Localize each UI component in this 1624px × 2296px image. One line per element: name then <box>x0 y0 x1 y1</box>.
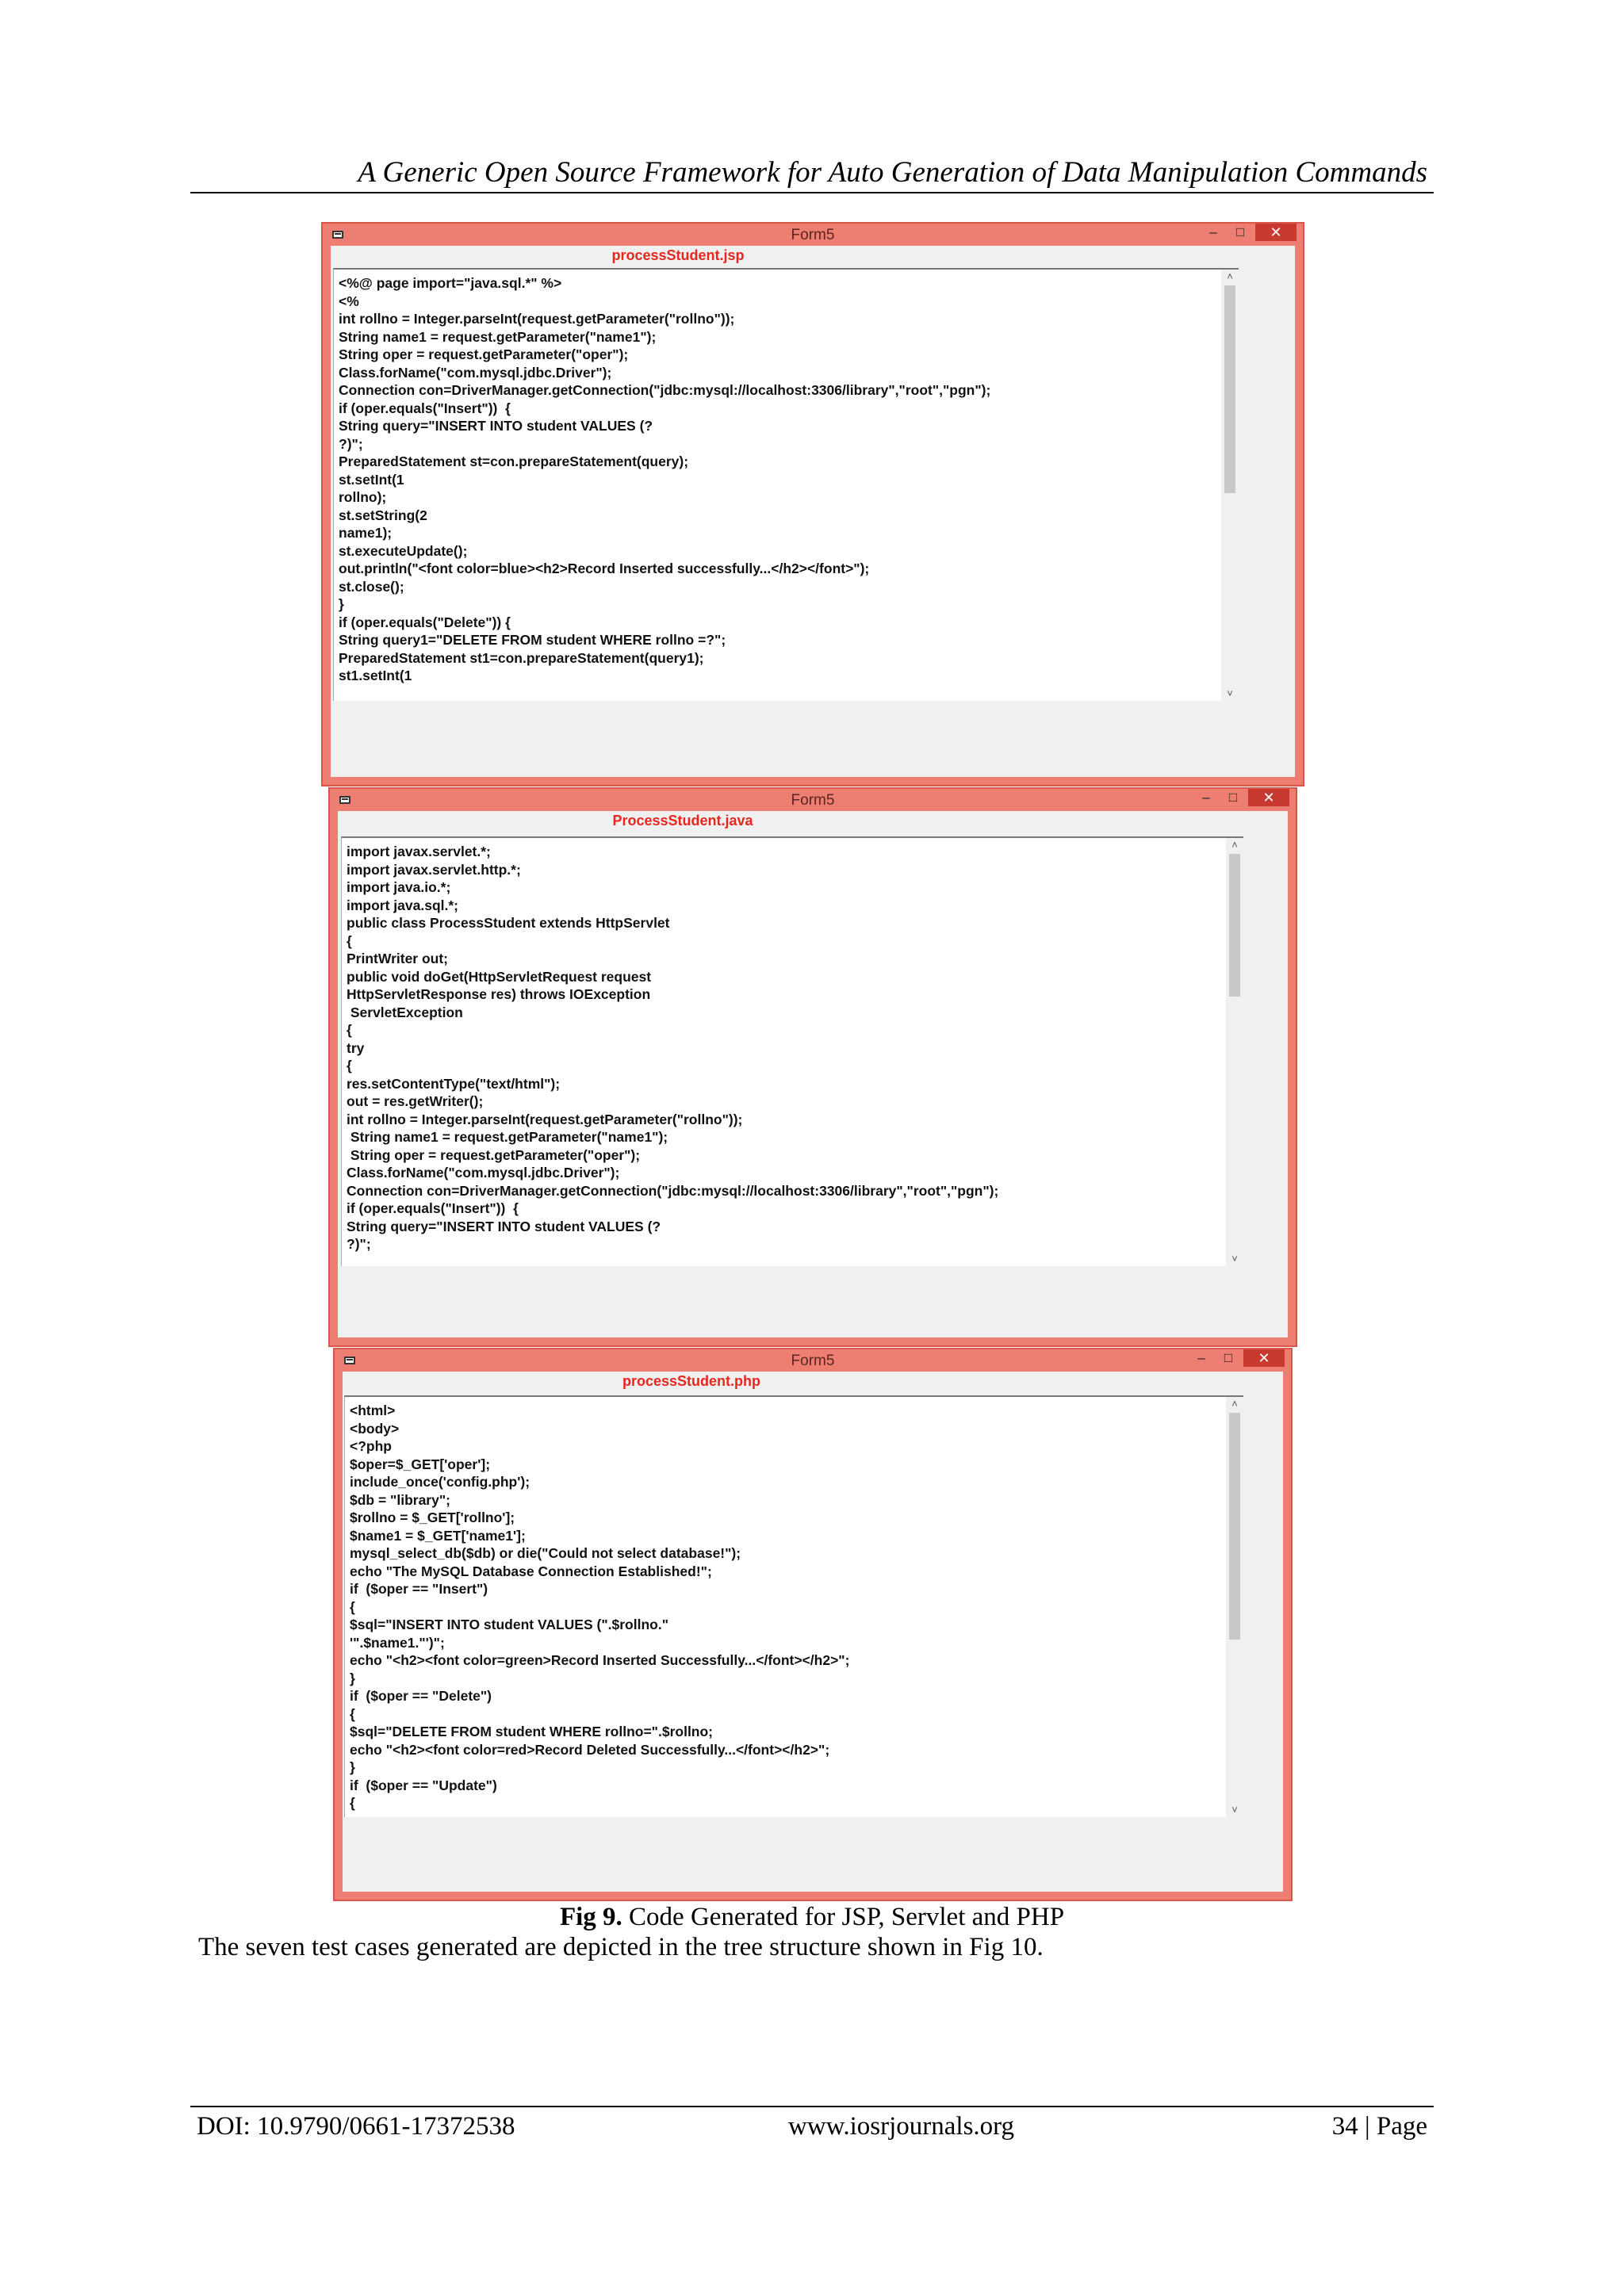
figure-caption-text: Code Generated for JSP, Servlet and PHP <box>622 1903 1065 1931</box>
form-client-area <box>343 1372 1283 1892</box>
vertical-scrollbar[interactable] <box>1226 1397 1243 1817</box>
scroll-down-arrow-icon[interactable]: ˅ <box>1231 1253 1238 1265</box>
form-window-servlet[interactable] <box>328 787 1297 1347</box>
maximize-button[interactable]: □ <box>1235 224 1245 239</box>
title-bar[interactable] <box>330 789 1296 811</box>
file-name-label: processStudent.php <box>622 1373 760 1389</box>
window-title: Form5 <box>791 792 835 809</box>
figure-caption <box>0 1903 1624 1932</box>
scroll-down-arrow-icon[interactable]: ˅ <box>1227 687 1233 699</box>
vertical-scrollbar[interactable] <box>1226 838 1243 1266</box>
figure-label: Fig 9. <box>559 1903 622 1931</box>
close-button[interactable]: ✕ <box>1243 1349 1285 1367</box>
footer-page-number: 34 | Page <box>1331 2112 1427 2141</box>
footer-doi: DOI: 10.9790/0661-17372538 <box>197 2112 515 2141</box>
footer-rule <box>190 2106 1434 2107</box>
code-text[interactable]: <html> <body> <?php $oper=$_GET['oper']; include_once('config.php'); $db = "library"; $rollno = $_GET['rollno']; $name1 = $_GET['name1']; mysql_select_db($db) or die("Could not select database!"); echo "The MySQL Database Connection Established!"; if ($oper == "Insert") { $sql="INSERT INTO student VALUES (".$rollno." '".$name1."')"; echo "<h2><font color=green>Record Inserted Successfully...</font></h2>"; } if ($oper == "Delete") { $sql="DELETE FROM student WHERE rollno=".$rollno; echo "<h2><font color=red>Record Deleted Successfully...</font></h2>"; } if ($oper == "Update") { <box>350 1402 850 1811</box>
header-rule <box>190 192 1434 193</box>
scrollbar-thumb[interactable] <box>1224 285 1235 493</box>
code-textbox[interactable] <box>333 268 1239 701</box>
minimize-button[interactable]: – <box>1209 224 1217 239</box>
body-paragraph: The seven test cases generated are depicted in the tree structure shown in Fig 10. <box>198 1933 1044 1961</box>
footer-website: www.iosrjournals.org <box>788 2112 1015 2141</box>
vertical-scrollbar[interactable] <box>1221 270 1239 701</box>
scrollbar-thumb[interactable] <box>1229 854 1240 997</box>
scrollbar-thumb[interactable] <box>1229 1413 1240 1640</box>
form-client-area <box>338 811 1288 1337</box>
minimize-button[interactable]: – <box>1197 1350 1205 1365</box>
form-window-jsp[interactable] <box>321 222 1304 786</box>
code-text[interactable]: import javax.servlet.*; import javax.servlet.http.*; import java.io.*; import java.sql.*; public class ProcessStudent extends HttpServlet { PrintWriter out; public void doGet(HttpServletRequest request HttpServletResponse res) throws IOException ServletException { try { res.setContentType("text/html"); out = res.getWriter(); int rollno = Integer.parseInt(request.getParameter("rollno")); String name1 = request.getParameter("name1"); String oper = request.getParameter("oper"); Class.forName("com.mysql.jdbc.Driver"); Connection con=DriverManager.getConnection("jdbc:mysql://localhost:3306/library","root","pgn"); if (oper.equals("Insert")) { String query="INSERT INTO student VALUES (? ?)"; <box>347 844 999 1252</box>
window-title: Form5 <box>791 227 835 243</box>
code-textbox[interactable] <box>344 1395 1243 1817</box>
minimize-button[interactable]: – <box>1202 790 1210 805</box>
scroll-up-arrow-icon[interactable]: ˄ <box>1231 839 1238 851</box>
form-client-area <box>331 246 1295 777</box>
title-bar[interactable] <box>335 1349 1291 1372</box>
running-header-title: A Generic Open Source Framework for Auto Generation of Data Manipulation Commands <box>358 156 1427 189</box>
title-bar[interactable] <box>323 224 1303 246</box>
code-text[interactable]: <%@ page import="java.sql.*" %> <% int rollno = Integer.parseInt(request.getParameter("rollno")); String name1 = request.getParameter("name1"); String oper = request.getParameter("oper"); Class.forName("com.mysql.jdbc.Driver"); Connection con=DriverManager.getConnection("jdbc:mysql://localhost:3306/library","root","pgn"); if (oper.equals("Insert")) { String query="INSERT INTO student VALUES (? ?)"; PreparedStatement st=con.prepareStatement(query); st.setInt(1 rollno); st.setString(2 name1); st.executeUpdate(); out.println("<font color=blue><h2>Record Inserted successfully...</h2></font>"); st.close(); } if (oper.equals("Delete")) { String query1="DELETE FROM student WHERE rollno =?"; PreparedStatement st1=con.prepareStatement(query1); st1.setInt(1 <box>339 275 991 683</box>
scroll-up-arrow-icon[interactable]: ˄ <box>1231 1398 1238 1410</box>
window-title: Form5 <box>791 1353 835 1369</box>
close-button[interactable]: ✕ <box>1255 224 1297 241</box>
file-name-label: ProcessStudent.java <box>612 813 753 828</box>
close-button[interactable]: ✕ <box>1248 789 1289 806</box>
form-window-php[interactable] <box>333 1348 1293 1901</box>
code-textbox[interactable] <box>341 836 1243 1266</box>
scroll-down-arrow-icon[interactable]: ˅ <box>1231 1804 1238 1816</box>
maximize-button[interactable]: □ <box>1228 790 1238 805</box>
scroll-up-arrow-icon[interactable]: ˄ <box>1227 270 1233 282</box>
file-name-label: processStudent.jsp <box>611 247 745 263</box>
maximize-button[interactable]: □ <box>1224 1350 1233 1365</box>
